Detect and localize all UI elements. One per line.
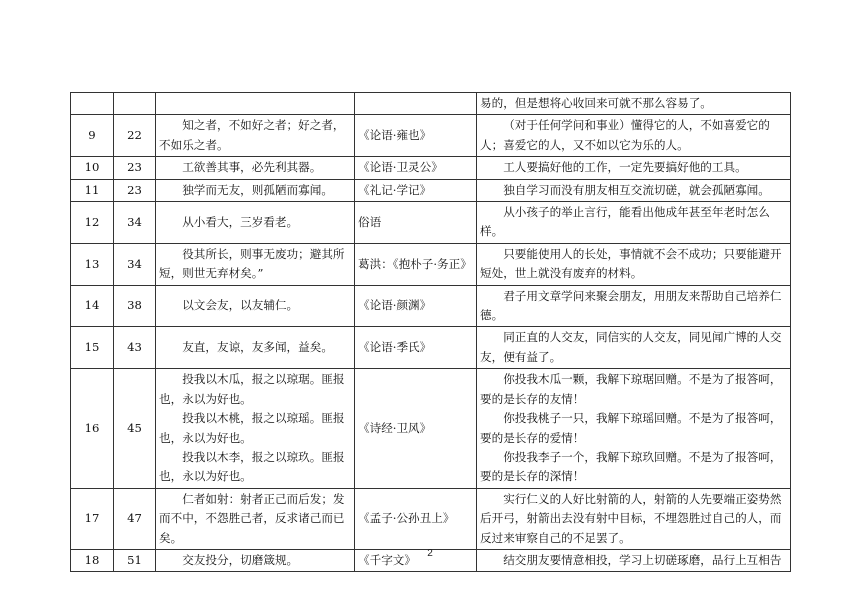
meaning-paragraph: 你投我李子一个，我解下琼玖回赠。不是为了报答呵，要的是长存的深情！ [480,449,782,484]
page-ref-cell: 43 [114,327,156,369]
meaning-cell [477,243,791,285]
source-cell: 《论语·雍也》 [355,115,477,157]
page-ref-cell: 47 [114,488,156,549]
meaning-cell [477,202,791,244]
source-cell: 《千字文》 [355,549,477,571]
source-cell: 《孟子·公孙丑上》 [355,488,477,549]
table-row [71,115,791,157]
source-cell: 《诗经·卫风》 [355,369,477,488]
table-row [71,157,791,179]
quote-cell [156,369,355,488]
source-cell: 《礼记·学记》 [355,179,477,201]
quote-cell [156,157,355,179]
quotation-table [70,92,791,572]
source-cell [355,93,477,115]
quote-cell [156,202,355,244]
quote-paragraph: 从小看大，三岁看老。 [182,214,299,229]
page-ref-cell [114,93,156,115]
row-number-cell: 12 [71,202,114,244]
page-ref-cell: 51 [114,549,156,571]
row-number-cell: 17 [71,488,114,549]
table-row [71,243,791,285]
table-row [71,327,791,369]
source-cell: 《论语·颜渊》 [355,285,477,327]
row-number-cell: 9 [71,115,114,157]
quote-paragraph: 知之者，不如好之者；好之者，不如乐之者。 [159,118,345,152]
table-row [71,488,791,549]
quote-paragraph: 投我以木李，报之以琼玖。匪报也，永以为好也。 [159,449,345,484]
quote-cell [156,285,355,327]
page-ref-cell: 22 [114,115,156,157]
meaning-paragraph: 只要能使用人的长处，事情就不会不成功；只要能避开短处，世上就没有废弃的材料。 [480,246,782,281]
quote-paragraph: 工欲善其事，必先利其器。 [182,160,322,175]
quote-paragraph: 交友投分，切磨箴规。 [182,552,299,567]
meaning-cell [477,115,791,157]
quotation-table-body [71,93,791,572]
meaning-cell [477,93,791,115]
quote-paragraph: 投我以木桃，报之以琼瑶。匪报也，永以为好也。 [159,411,345,445]
page-ref-cell: 34 [114,243,156,285]
quote-paragraph: 投我以木瓜，报之以琼琚。匪报也，永以为好也。 [159,372,345,406]
page-ref-cell: 45 [114,369,156,488]
page-ref-cell: 38 [114,285,156,327]
row-number-cell: 18 [71,549,114,571]
table-row [71,369,791,488]
source-cell: 《论语·季氏》 [355,327,477,369]
quote-cell [156,115,355,157]
source-cell: 俗语 [355,202,477,244]
table-row [71,93,791,115]
meaning-cell [477,179,791,201]
quote-cell [156,488,355,549]
meaning-paragraph: 易的，但是想将心收回来可就不那么容易了。 [480,96,712,110]
meaning-cell [477,488,791,549]
quote-paragraph: 以文会友，以友辅仁。 [182,298,299,313]
quote-cell [156,93,355,115]
quote-cell [156,179,355,201]
quote-paragraph: 友直，友谅，友多闻，益矣。 [182,340,333,355]
meaning-paragraph: 你投我桃子一只，我解下琼瑶回赠。不是为了报答呵，要的是长存的爱情！ [480,411,782,445]
row-number-cell: 15 [71,327,114,369]
page-number: 2 [427,548,433,559]
table-row [71,285,791,327]
meaning-cell [477,369,791,488]
page-ref-cell: 23 [114,179,156,201]
source-cell: 葛洪：《抱朴子·务正》 [355,243,477,285]
page-ref-cell: 34 [114,202,156,244]
meaning-paragraph: （对于任何学问和事业）懂得它的人，不如喜爱它的人；喜爱它的人，又不如以它为乐的人。 [480,118,770,152]
meaning-paragraph: 君子用文章学问来聚会朋友，用朋友来帮助自己培养仁德。 [480,288,782,323]
row-number-cell: 10 [71,157,114,179]
meaning-cell [477,157,791,179]
meaning-paragraph: 工人要搞好他的工作，一定先要搞好他的工具。 [503,160,747,175]
meaning-paragraph: 同正直的人交友，同信实的人交友，同见闻广博的人交友，便有益了。 [480,330,782,364]
row-number-cell: 13 [71,243,114,285]
meaning-paragraph: 独自学习而没有朋友相互交流切磋，就会孤陋寡闻。 [503,182,770,197]
row-number-cell [71,93,114,115]
row-number-cell: 14 [71,285,114,327]
quote-cell [156,327,355,369]
row-number-cell: 11 [71,179,114,201]
meaning-cell [477,285,791,327]
table-row [71,179,791,201]
page-ref-cell: 23 [114,157,156,179]
quote-paragraph: 役其所长，则事无废功；避其所短，则世无弃材矣。” [159,246,345,281]
row-number-cell: 16 [71,369,114,488]
quote-cell [156,243,355,285]
meaning-paragraph: 实行仁义的人好比射箭的人，射箭的人先要端正姿势然后开弓，射箭出去没有射中目标，不埋怨胜过自己的人，而反过来审察自己的不足罢了。 [480,491,782,545]
quote-paragraph: 独学而无友，则孤陋而寡闻。 [182,182,333,197]
quote-paragraph: 仁者如射：射者正己而后发；发而不中，不怨胜己者，反求诸己而已矣。 [159,491,345,545]
meaning-cell [477,327,791,369]
table-row [71,202,791,244]
meaning-paragraph: 你投我木瓜一颗，我解下琼琚回赠。不是为了报答呵，要的是长存的友情！ [480,372,782,406]
source-cell: 《论语·卫灵公》 [355,157,477,179]
meaning-paragraph: 从小孩子的举止言行，能看出他成年甚至年老时怎么样。 [480,205,770,239]
meaning-paragraph: 结交朋友要情意相投，学习上切磋琢磨，品行上互相告 [503,552,782,567]
